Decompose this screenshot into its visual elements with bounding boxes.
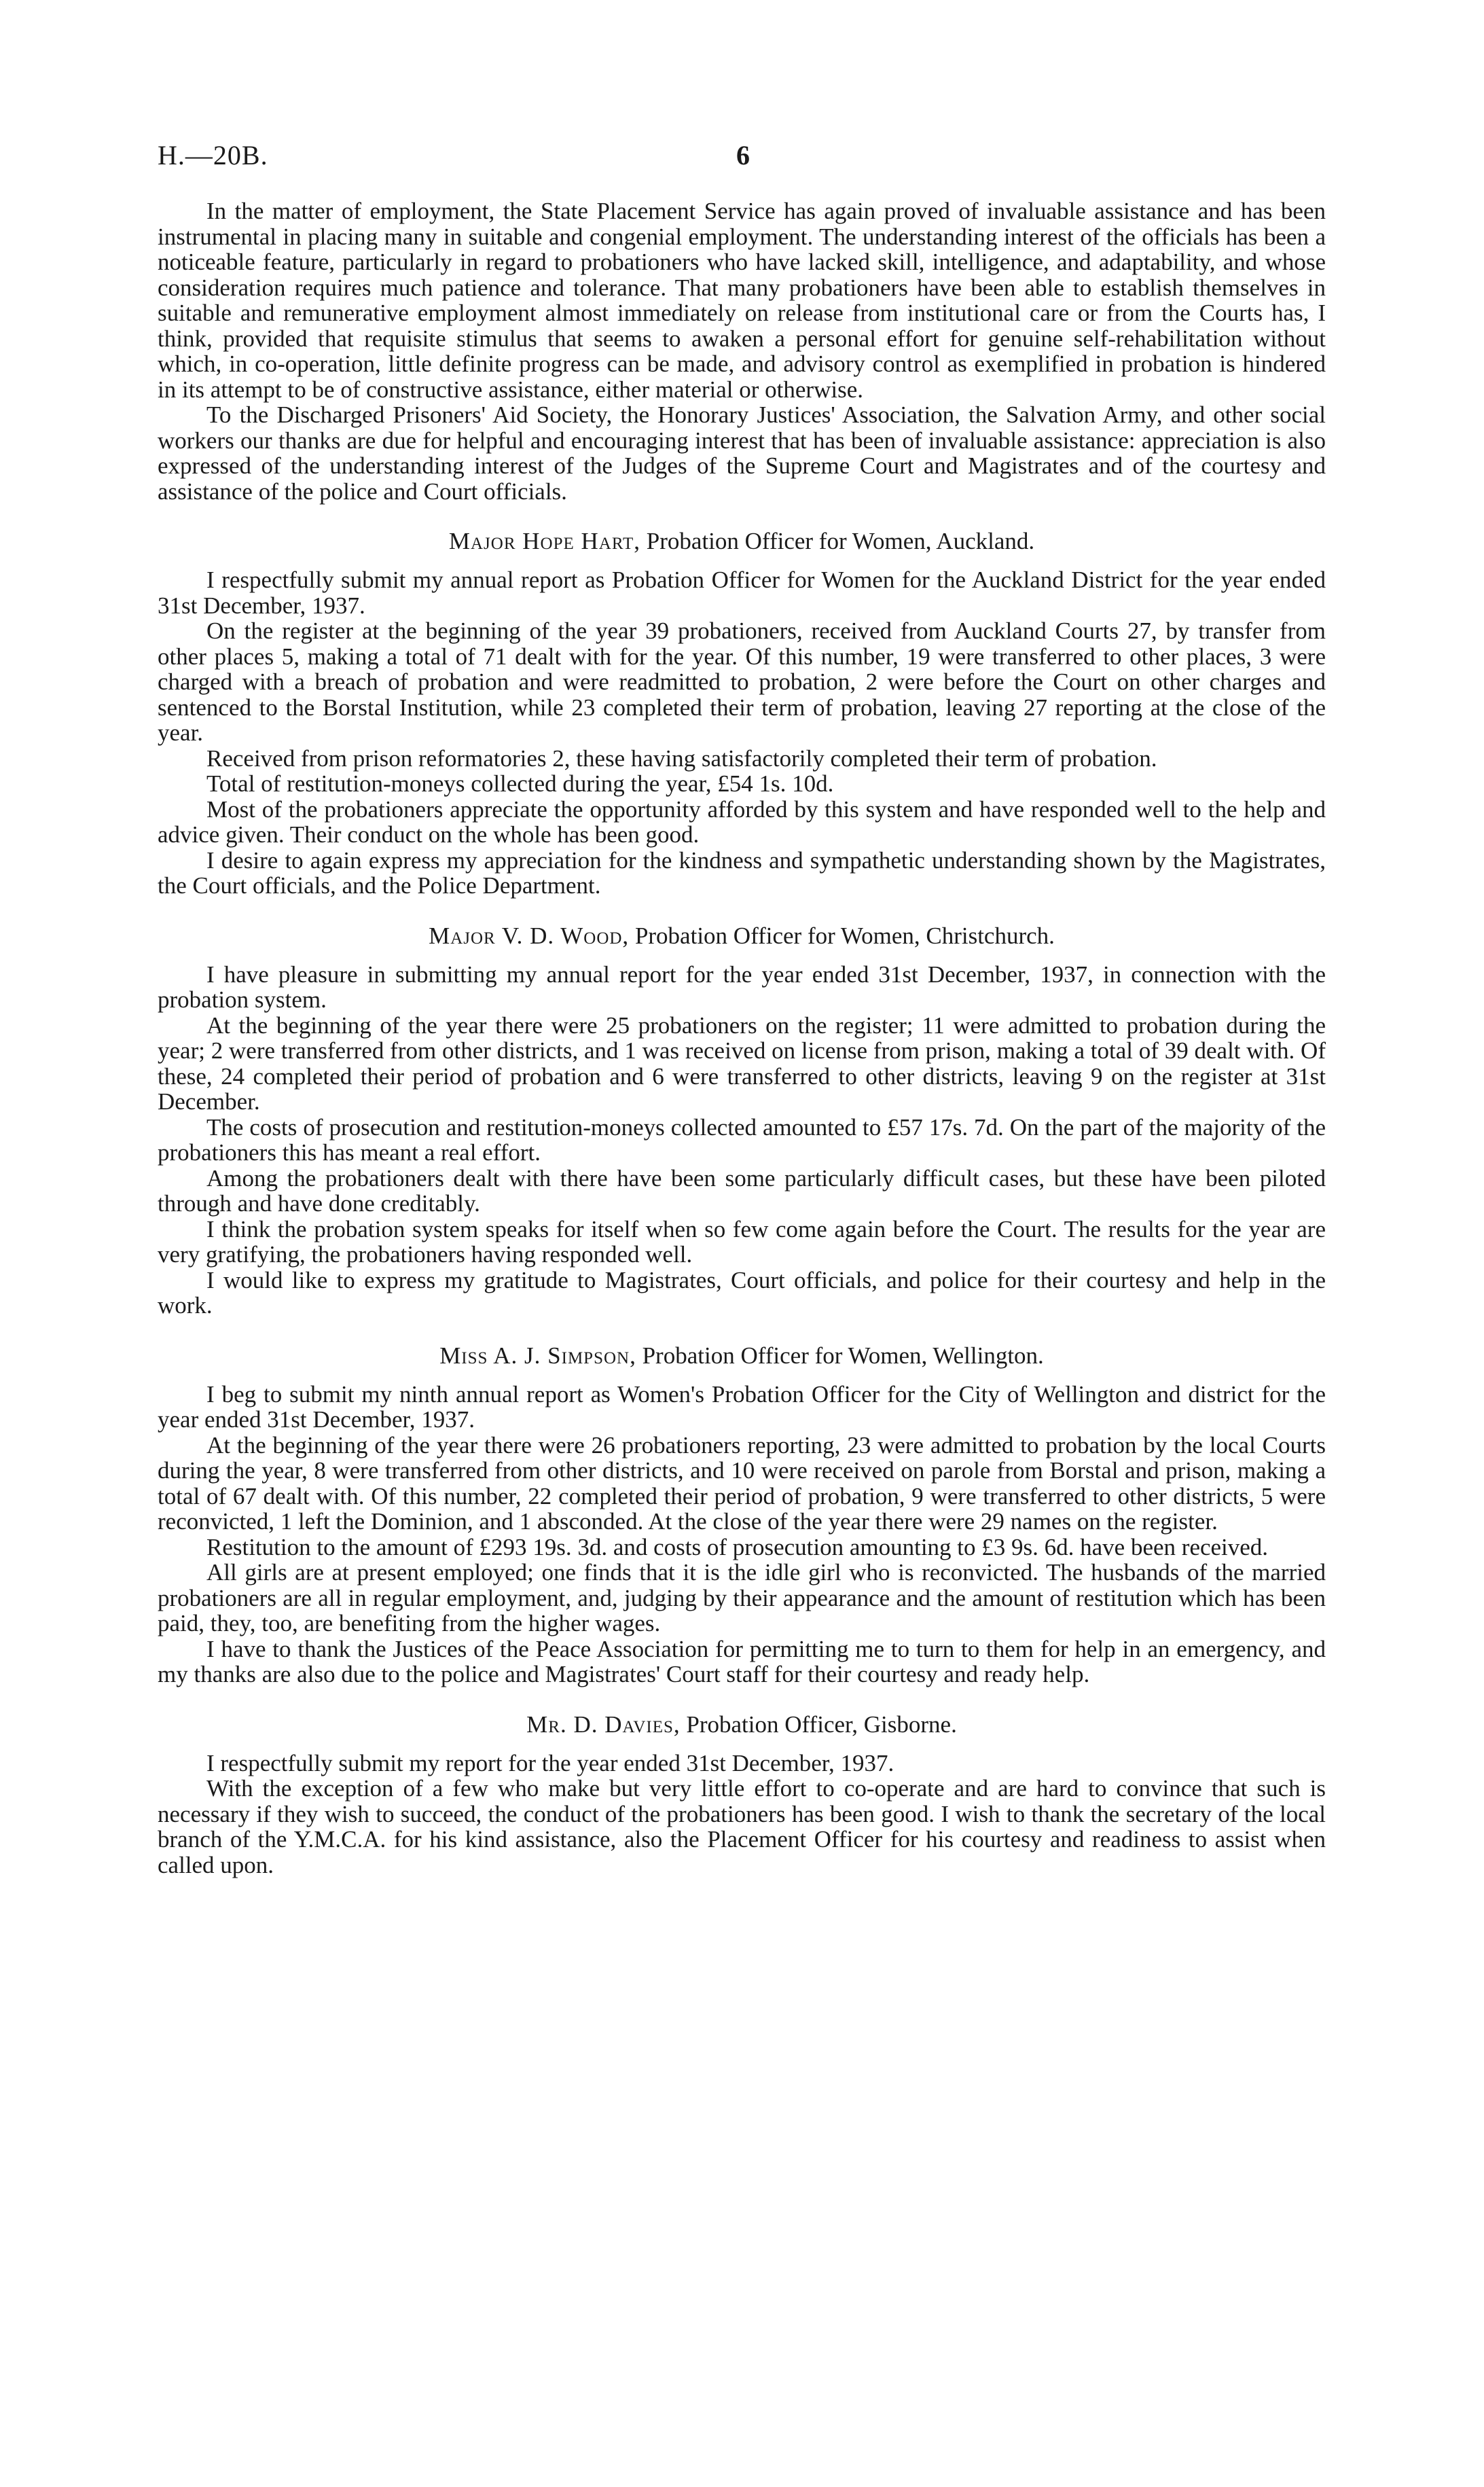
section-christchurch: [158, 923, 1326, 1319]
paragraph: Received from prison reformatories 2, these having satisfactorily completed their term of probation.: [206, 745, 1157, 772]
paragraph: Most of the probationers appreciate the opportunity afforded by this system and have responded well to the help and advice given. Their conduct on the whole has been good.: [158, 795, 1326, 848]
paragraph: At the beginning of the year there were 25 probationers on the register; 11 were admitted to probation during the year; 2 were transferred from other districts, and 1 was received on license from prison, making a total of 39 dealt with. Of these, 24 completed their period of probation and 6 were transferred to other districts, leaving 9 on the register at 31st December.: [158, 1012, 1326, 1115]
paragraph: I have to thank the Justices of the Peace Association for permitting me to turn to them for help in an emergency, and my thanks are also due to the police and Magistrates' Court staff for their courtesy and ready help.: [158, 1635, 1326, 1687]
paragraph: The costs of prosecution and restitution-moneys collected amounted to £57 17s. 7d. On the part of the majority of the probationers this has meant a real effort.: [158, 1113, 1326, 1166]
page-header: [158, 139, 1326, 180]
section-auckland: [158, 528, 1326, 899]
paragraph: I respectfully submit my report for the year ended 31st December, 1937.: [206, 1749, 894, 1776]
body-text: [158, 198, 1326, 1878]
paragraph: Total of restitution-moneys collected during the year, £54 1s. 10d.: [206, 770, 834, 797]
officer-title: Probation Officer for Women, Wellington.: [642, 1342, 1044, 1369]
document-reference: H.—20B.: [158, 140, 268, 171]
paragraph: In the matter of employment, the State Placement Service has again proved of invaluable assistance and has been instrumental in placing many in suitable and congenial employment. The understanding interest of the officials has been a noticeable feature, particularly in regard to probationers who have lacked skill, intelligence, and adaptability, and whose consideration requires much patience and tolerance. That many probationers have been able to establish themselves in suitable and remunerative employment almost immediately on release from institutional care or from the Courts has, I think, provided that requisite stimulus that seems to awaken a personal effort for genuine self-rehabilitation without which, in co-operation, little definite progress can be made, and advisory control as exemplified in probation is hindered in its attempt to be of constructive assistance, either material or otherwise.: [158, 198, 1326, 403]
paragraph: At the beginning of the year there were 26 probationers reporting, 23 were admitted to probation by the local Courts during the year, 8 were transferred from other districts, and 10 were received on parole from Borstal and prison, making a total of 67 dealt with. Of this number, 22 completed their period of probation, 9 were transferred to other districts, 5 were reconvicted, 1 left the Dominion, and 1 absconded. At the close of the year there were 29 names on the register.: [158, 1431, 1326, 1535]
officer-name: Major Hope Hart,: [448, 528, 641, 554]
paragraph: To the Discharged Prisoners' Aid Society, the Honorary Justices' Association, the Salvation Army, and other social workers our thanks are due for helpful and encouraging interest that has been of invaluable assistance: appreciation is also expressed of the understanding interest of the Judges of the Supreme Court and Magistrates and of the courtesy and assistance of the police and Court officials.: [158, 401, 1326, 505]
section-heading: [158, 1711, 1326, 1738]
officer-name: Major V. D. Wood,: [429, 922, 630, 949]
section-gisborne: [158, 1711, 1326, 1878]
officer-title: Probation Officer, Gisborne.: [686, 1711, 957, 1738]
section-heading: [158, 528, 1326, 555]
officer-title: Probation Officer for Women, Auckland.: [646, 528, 1035, 554]
paragraph: Among the probationers dealt with there have been some particularly difficult cases, but these have been piloted through and have done creditably.: [158, 1164, 1326, 1217]
section-heading: [158, 1342, 1326, 1370]
paragraph: Restitution to the amount of £293 19s. 3d. and costs of prosecution amounting to £3 9s. 6d. have been received.: [206, 1533, 1269, 1560]
paragraph: I respectfully submit my annual report as Probation Officer for Women for the Auckland District for the year ended 31st December, 1937.: [158, 567, 1326, 619]
paragraph: I have pleasure in submitting my annual report for the year ended 31st December, 1937, in connection with the probation system.: [158, 961, 1326, 1013]
intro-section: [158, 198, 1326, 504]
paragraph: All girls are at present employed; one finds that it is the idle girl who is reconvicted. The husbands of the married probationers are all in regular employment, and, judging by their appearance and the amount of restitution which has been paid, they, too, are benefiting from the higher wages.: [158, 1559, 1326, 1636]
page-number: 6: [736, 140, 750, 171]
officer-name: Mr. D. Davies,: [526, 1711, 681, 1738]
officer-title: Probation Officer for Women, Christchurch.: [634, 922, 1055, 949]
officer-name: Miss A. J. Simpson,: [439, 1342, 636, 1369]
paragraph: With the exception of a few who make but very little effort to co-operate and are hard to convince that such is necessary if they wish to succeed, the conduct of the probationers has been good. I wish to thank the secretary of the local branch of the Y.M.C.A. for his kind assistance, also the Placement Officer for his courtesy and readiness to assist when called upon.: [158, 1775, 1326, 1878]
paragraph: I beg to submit my ninth annual report as Women's Probation Officer for the City of Wellington and district for the year ended 31st December, 1937.: [158, 1380, 1326, 1433]
paragraph: I think the probation system speaks for itself when so few come again before the Court. The results for the year are very gratifying, the probationers having responded well.: [158, 1215, 1326, 1268]
paragraph: On the register at the beginning of the year 39 probationers, received from Auckland Courts 27, by transfer from other places 5, making a total of 71 dealt with for the year. Of this number, 19 were transferred to other places, 3 were charged with a breach of probation and were readmitted to probation, 2 were before the Court on other charges and sentenced to the Borstal Institution, while 23 completed their term of probation, leaving 27 reporting at the close of the year.: [158, 618, 1326, 746]
paragraph: I would like to express my gratitude to Magistrates, Court officials, and police for their courtesy and help in the work.: [158, 1266, 1326, 1319]
section-heading: [158, 923, 1326, 950]
paragraph: I desire to again express my appreciation for the kindness and sympathetic understanding shown by the Magistrates, the Court officials, and the Police Department.: [158, 846, 1326, 899]
section-wellington: [158, 1342, 1326, 1687]
